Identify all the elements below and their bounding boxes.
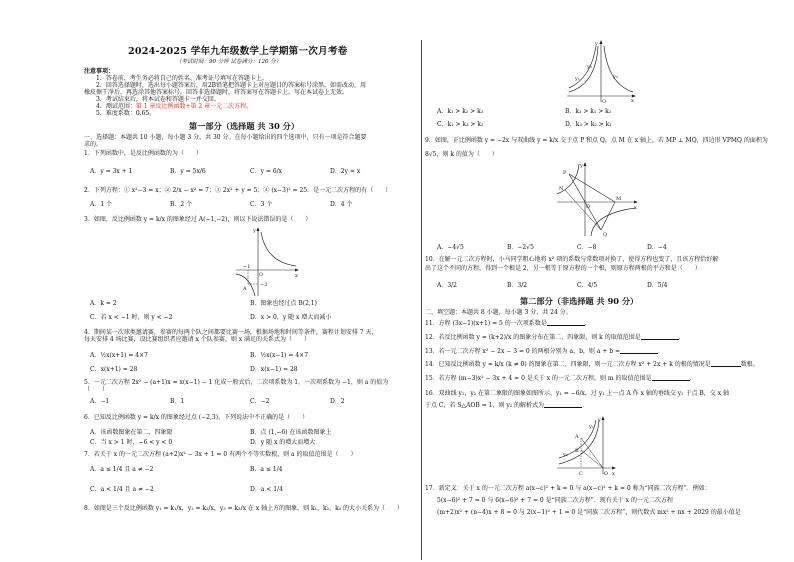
q3-option-c: C．若 x < −1 时，则 y < −2	[90, 314, 173, 321]
notes-heading: 注意事项：	[84, 68, 115, 75]
q16-text: 于点 C，若 S△AOB = 1，则 y₂ 的解析式为	[425, 402, 545, 409]
note-3: 3．考试结束后，将本试卷和答题卡一并交回。	[96, 96, 220, 103]
q16-point-b-label: B	[575, 448, 579, 454]
q9-point-m-label: M	[616, 196, 622, 202]
q3-option-b: B．图象也经过点 B(2,1)	[250, 300, 317, 307]
q16-graph	[555, 414, 617, 476]
q8-y1-label: y₁	[575, 76, 580, 82]
q8-option-a: A．k₁ > k₂ > k₃	[437, 108, 484, 115]
q16-y1-label: y₁	[589, 424, 594, 430]
q16-x-label: x	[612, 471, 615, 477]
q5-stem: 5．一元二次方程 2x² − (a+1)x = x(x−1) − 1 化成一般式后，二次项系数为 1，一次项系数为 −1，则 a 的值为	[84, 379, 389, 386]
q4-option-b: B．½x(x−1) = 4×7	[250, 352, 309, 359]
note-2: 2．回答选择题时，选出每小题答案后，用2B铅笔把答题卡上对应题目的答案标号涂黑，如需改动，用	[96, 82, 367, 89]
q7-option-b: B．a ≤ 1/4	[250, 466, 283, 473]
q8-option-c: C．k₁ > k₃ > k₂	[437, 121, 484, 128]
q2-option-a: A．1 个	[90, 201, 113, 208]
q6-option-d: D．y 随 x 的增大而增大	[250, 439, 316, 446]
q9-stem-cont: 8√5，则 k 的值为（ ）	[425, 151, 498, 158]
part1-intro-cont: 求的。	[84, 141, 103, 148]
q1-option-a: A．y = 3x + 1	[90, 168, 133, 175]
note-4	[96, 103, 252, 110]
q6-option-a: A．该函数图象在第二、四象限	[90, 429, 173, 436]
q8-y3-label: y₃	[613, 74, 618, 80]
exam-info: （考试时间：90 分钟 试卷满分：120 分）	[176, 59, 282, 65]
q15-stem: 15．若方程 (m−3)x² − 3x + 4 = 0 是关于 x 的一元二次方程，则 m 的取值范围是 ．	[425, 375, 696, 382]
q2-stem: 2．下列方程：① x²−3 = x；② 2/x − x² = 7；③ 2x² + y = 5；④ (x−3)² = 25．是一元二次方程的有（ ）	[84, 187, 392, 194]
q9-point-p-label: P	[563, 170, 567, 176]
q1-option-d: D．2y = x	[330, 168, 361, 175]
note-5: 5．难度系数：0.65。	[96, 110, 156, 117]
q9-point-q-label: Q	[603, 232, 608, 238]
q3-option-a: A．k = 2	[90, 300, 117, 307]
q16-origin-label: O	[604, 471, 609, 477]
q17-stem-cont-2: (m+2)x² + (n−4)x + 8 = 0 与 2(x−1)² + 1 = 0 是“同族二次方程”，则代数式 mx² + nx + 2029 的最小值是	[437, 509, 741, 516]
q7-option-a: A．a ≤ 1/4 且 a ≠ −2	[90, 466, 154, 473]
q2-option-d: D．4 个	[330, 201, 353, 208]
q3-y-label: y	[253, 228, 256, 234]
q10-stem-cont: 出了这个不同的方程，得到一个根是 2，另一根等于原方程的一个根，则原方程两根的平方和是（ ）	[425, 265, 701, 272]
q4-stem: 4．期间某一次球类邀请赛，参赛的每两个队之间都要比赛一场，根据场地和时间等条件，赛程计划安排 7 天，	[84, 329, 378, 336]
q16-point-c-label: C	[579, 471, 583, 477]
q8-option-d: D．k₃ > k₂ > k₁	[565, 121, 612, 128]
q9-y-label: y	[580, 163, 583, 169]
q10-option-d: D．5/4	[647, 282, 668, 289]
q4-option-a: A．½x(x+1) = 4×7	[90, 352, 148, 359]
note-4-label: 4．测试范围：	[96, 103, 136, 110]
q14-answer-blank[interactable]	[711, 361, 741, 367]
q8-x-label: x	[631, 98, 634, 104]
q13-stem: 13．若一元二次方程 x² − 2x − 3 = 0 的两根分别为 a，b，则 a + b = ．	[425, 348, 665, 355]
q3-point-a-label: A	[243, 286, 247, 292]
q8-y-label: y	[595, 41, 598, 47]
page-title: 2024-2025 学年九年级数学上学期第一次月考卷	[128, 46, 348, 57]
q5-option-c: C．−2	[250, 398, 270, 405]
q9-x-label: x	[634, 205, 637, 211]
q12-text: 12．若反比例函数 y = (k+2)/x 的图象分布在第二、四象限，则 k 的取值范围是	[425, 334, 641, 341]
q9-point-n-label: N	[559, 186, 564, 192]
q3-neg2-label: −2	[260, 282, 268, 288]
q11-text: 11．方程 (3x−1)(x+1) = 5 的一次项系数是	[425, 320, 547, 327]
q6-option-b: B．点 (1,−6) 在该函数图象上	[250, 429, 332, 436]
q9-option-a: A．−4√5	[437, 244, 464, 251]
q16-stem-cont: 于点 C，若 S△AOB = 1，则 y₂ 的解析式为 ．	[425, 402, 589, 409]
q7-option-d: D．a < 1/4	[250, 486, 283, 493]
left-column	[84, 0, 418, 562]
q7-stem: 7．若关于 x 的一元二次方程 (a+2)x² − 3x + 1 = 0 有两个不等实数根，则 a 的取值范围是（ ）	[84, 451, 357, 458]
note-1: 1．答卷前，考生务必将自己的姓名、准考证号填写在答题卡上。	[96, 75, 268, 82]
q6-stem: 6．已知反比例函数 y = k/x 的图象经过点 (−2,3)，下列说法中不正确的是（ ）	[84, 414, 309, 421]
column-divider	[421, 40, 422, 560]
q3-neg1-label: −1	[243, 264, 251, 270]
part1-heading: 第一部分（选择题 共 30 分）	[189, 121, 300, 131]
part2-intro: 二、填空题：本题共 8 小题，每小题 3 分，共 24 分。	[425, 309, 572, 316]
q12-stem: 12．若反比例函数 y = (k+2)/x 的图象分布在第二、四象限，则 k 的取值范围是 ．	[425, 334, 685, 341]
q16-y-label: y	[598, 417, 601, 423]
q5-option-a: A．−1	[90, 398, 110, 405]
q8-stem: 8．如图是三个反比例函数 y₁ = k₁/x，y₂ = k₂/x，y₃ = k₃/x 在 x 轴上方的图象，则 k₁，k₂，k₃ 的大小关系为（ ）	[84, 505, 404, 512]
q2-option-c: C．3 个	[250, 201, 273, 208]
q16-point-a-label: A	[575, 434, 579, 440]
q9-option-c: C．−8	[577, 244, 597, 251]
q4-stem-cont: 每天安排 4 场比赛，设比赛组织者应邀请 x 个队参赛，则 x 满足的关系式为（ ）	[84, 336, 311, 343]
q9-origin-label: O	[586, 204, 591, 210]
right-column	[425, 0, 768, 562]
q10-stem: 10．在解一元二次方程时，小马同学粗心地将 x² 项的系数与常数项对换了，使得方程也变了，且该方程恰好解	[425, 256, 719, 263]
q14-stem	[425, 361, 759, 368]
q5-option-d: D．2	[330, 398, 345, 405]
q3-graph	[234, 226, 300, 298]
q8-y2-label: y₂	[587, 64, 592, 70]
q3-stem: 3．如图，反比例函数 y = k/x 的图象经过 A(−1,−2)，则以下说法错误的是（ ）	[84, 216, 312, 223]
q10-option-b: B．3/2	[507, 282, 528, 289]
q13-text: 13．若一元二次方程 x² − 2x − 3 = 0 的两根分别为 a，b，则 a + b =	[425, 348, 621, 355]
q3-origin-label: O	[259, 272, 264, 278]
q16-y2-label: y₂	[563, 452, 568, 458]
q9-option-b: B．−2√5	[507, 244, 534, 251]
q5-stem-cont: （ ）	[84, 386, 109, 393]
q14-text: 14．已知反比例函数 y = k/x (k ≠ 0) 的图象在第二、四象限，则一元二次方程 x² + 2x + k 的根的情况是	[425, 361, 711, 368]
q4-option-d: D．x(x−1) = 28	[250, 366, 298, 373]
part2-heading: 第二部分（非选择题 共 90 分）	[520, 296, 639, 306]
q7-option-c: C．a < 1/4 且 a ≠ −2	[90, 486, 154, 493]
q9-graph	[555, 160, 639, 238]
note-4-scope: 第 1 章反比例函数+第 2 章一元二次方程。	[135, 103, 253, 110]
q16-stem: 16．双曲线 y₁，y₂ 在第二象限的图象如图所示，y₁ = −6/x，过 y₁ 上一点 A 作 x 轴的垂线交 y₂ 于点 B，交 x 轴	[425, 390, 730, 397]
q6-option-c: C．当 x > 1 时，−6 < y < 0	[90, 439, 173, 446]
q12-answer-blank[interactable]	[641, 334, 679, 340]
q9-stem: 9．如图，正比例函数 y = −2x 与双曲线 y = k/x 交于点 P 和点 Q，点 M 在 x 轴上，若 MP ⊥ MQ，四边形 VPMQ 的面积为	[425, 137, 768, 144]
q9-option-d: D．−4	[647, 244, 667, 251]
q8-origin-label: O	[602, 99, 607, 105]
q3-option-d: D．x > 0，y 随 x 增大而减小	[250, 314, 332, 321]
q17-stem: 17．新定义：关于 x 的一元二次方程 a(x−c)² + k = 0 与 a(x−c)² + k = 0 称为“同族二次方程”．例如：	[425, 485, 711, 492]
part1-intro: 一、选择题：本题共 10 小题，每小题 3 分，共 30 分。在每小题给出的四个选项中，只有一项是符合题要	[84, 134, 367, 141]
q1-stem: 1．下列函数中，是反比例函数的为（ ）	[84, 150, 202, 157]
q15-text: 15．若方程 (m−3)x² − 3x + 4 = 0 是关于 x 的一元二次方程，则 m 的取值范围是	[425, 375, 652, 382]
q5-option-b: B．1	[170, 398, 185, 405]
q8-graph	[565, 38, 637, 104]
q16-answer-blank[interactable]	[544, 402, 582, 408]
q13-answer-blank[interactable]	[620, 348, 658, 354]
q15-answer-blank[interactable]	[652, 375, 690, 381]
q2-option-b: B．2 个	[170, 201, 193, 208]
q14-tail: 数根。	[740, 361, 759, 368]
q1-option-c: C．y = 6/x	[250, 168, 283, 175]
q3-x-label: x	[295, 273, 298, 279]
q11-answer-blank[interactable]	[547, 320, 585, 326]
q11-stem: 11．方程 (3x−1)(x+1) = 5 的一次项系数是 ．	[425, 320, 591, 327]
q8-option-b: B．k₃ > k₁ > k₂	[565, 108, 612, 115]
q17-stem-cont-1: 5(x−6)² + 7 = 0 与 6(x−6)² + 7 = 0 是“同族二次方程”．现有关于 x 的一元二次方程	[437, 497, 673, 504]
q1-option-b: B．y = 5x/6	[170, 168, 206, 175]
note-2-cont: 橡皮擦干净后，再选涂其他答案标号。回答非选择题时，将答案写在答题卡上。写在本试卷上无效。	[84, 89, 349, 96]
q10-option-c: C．4/5	[577, 282, 598, 289]
q10-option-a: A．3/2	[437, 282, 457, 289]
q4-option-c: C．x(x+1) = 28	[90, 366, 138, 373]
